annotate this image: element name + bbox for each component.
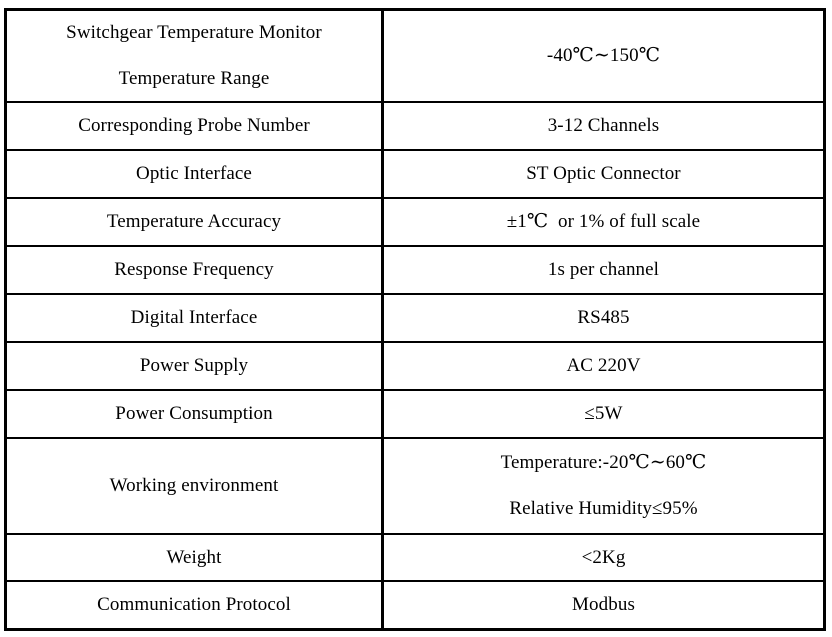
spec-label-line: Power Supply [139, 355, 249, 376]
spec-label-line: Temperature Accuracy [106, 211, 282, 232]
spec-label-line: Digital Interface [130, 307, 258, 328]
spec-label-cell [7, 343, 384, 389]
spec-label-cell [7, 103, 384, 149]
spec-value-cell [384, 11, 823, 101]
spec-value-line: AC 220V [566, 355, 641, 376]
spec-value-line: -40℃∼150℃ [546, 45, 661, 66]
spec-value-cell [384, 199, 823, 245]
spec-label-cell [7, 247, 384, 293]
spec-label-line: Power Consumption [115, 403, 273, 424]
spec-value-line: <2Kg [581, 546, 626, 568]
spec-value-line: 3-12 Channels [547, 115, 660, 136]
spec-label-cell [7, 199, 384, 245]
spec-label-line: Response Frequency [114, 259, 274, 280]
spec-value-line: 1s per channel [547, 259, 660, 280]
spec-label-cell [7, 151, 384, 197]
spec-value-cell [384, 439, 823, 533]
spec-row-temperature-accuracy [7, 197, 823, 245]
spec-label-line: Switchgear Temperature Monitor [66, 22, 322, 43]
spec-row-power-consumption [7, 389, 823, 437]
spec-row-communication-protocol [7, 580, 823, 628]
spec-value-cell [384, 535, 823, 580]
spec-label-cell [7, 11, 384, 101]
spec-value-cell [384, 582, 823, 628]
spec-label-line: Weight [166, 546, 222, 568]
spec-row-power-supply [7, 341, 823, 389]
spec-row-response-frequency [7, 245, 823, 293]
spec-row-weight [7, 533, 823, 580]
spec-label-line: Corresponding Probe Number [78, 115, 310, 136]
spec-value-cell [384, 391, 823, 437]
spec-label-cell [7, 582, 384, 628]
spec-row-digital-interface [7, 293, 823, 341]
spec-value-line: ±1℃ or 1% of full scale [506, 211, 701, 232]
spec-row-working-environment [7, 437, 823, 533]
spec-value-cell [384, 295, 823, 341]
spec-table [4, 8, 826, 631]
spec-value-line: Relative Humidity≤95% [509, 498, 698, 519]
spec-row-probe-number [7, 101, 823, 149]
spec-value-line: RS485 [577, 307, 630, 328]
spec-label-line: Working environment [109, 475, 279, 496]
spec-label-cell [7, 391, 384, 437]
spec-value-cell [384, 103, 823, 149]
spec-value-line: Temperature:-20℃∼60℃ [500, 452, 707, 473]
spec-label-line: Temperature Range [118, 68, 270, 89]
spec-label-line: Optic Interface [136, 163, 252, 184]
spec-value-line: Modbus [572, 594, 635, 615]
spec-value-cell [384, 151, 823, 197]
spec-row-temperature-range [7, 11, 823, 101]
spec-row-optic-interface [7, 149, 823, 197]
spec-label-cell [7, 535, 384, 580]
spec-label-cell [7, 439, 384, 533]
spec-value-cell [384, 343, 823, 389]
spec-value-cell [384, 247, 823, 293]
spec-value-line: ≤5W [584, 403, 623, 424]
spec-label-line: Communication Protocol [97, 594, 291, 615]
spec-value-line: ST Optic Connector [526, 163, 681, 184]
spec-label-cell [7, 295, 384, 341]
